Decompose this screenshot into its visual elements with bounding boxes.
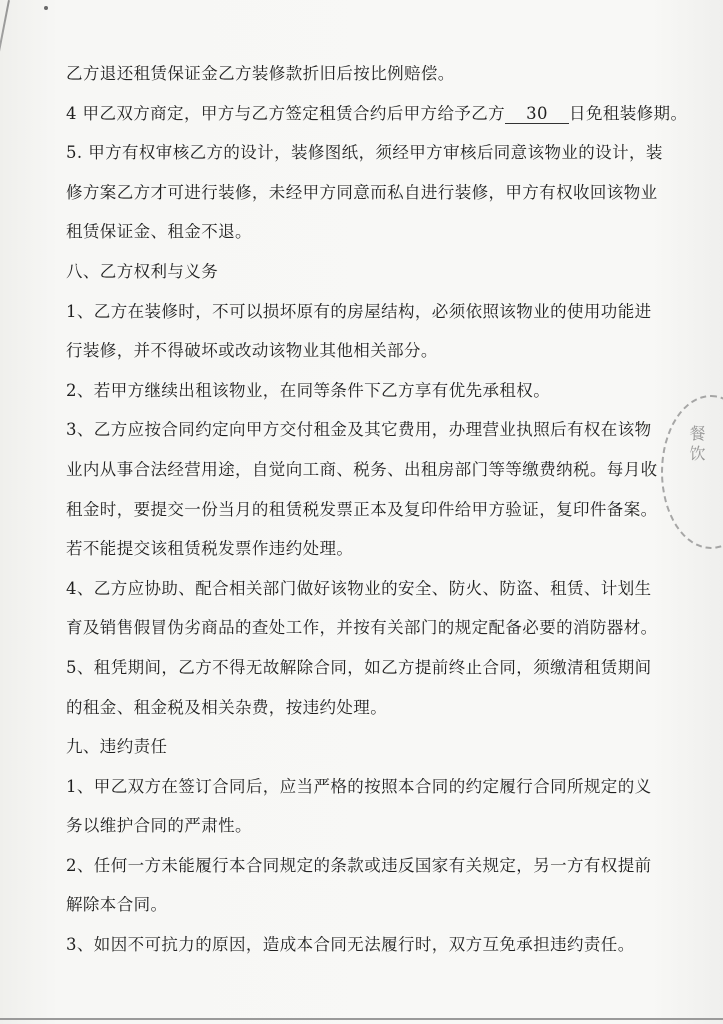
page-bottom-rule <box>0 1018 723 1020</box>
section8-item5-line-2: 的租金、租金税及相关杂费，按违约处理。 <box>66 697 388 717</box>
section9-item2-line-1: 2、任何一方未能履行本合同规定的条款或违反国家有关规定，另一方有权提前 <box>66 855 652 875</box>
section9-item1-line-2: 务以维护合同的严肃性。 <box>66 816 252 836</box>
section8-item1-line-2: 行装修，并不得破坏或改动该物业其他相关部分。 <box>66 341 438 361</box>
rent-free-days-blank: 30 <box>505 105 569 124</box>
section9-item2-line-2: 解除本合同。 <box>66 895 168 915</box>
clause7-item5-line-3: 租赁保证金、租金不退。 <box>66 222 252 242</box>
section8-item3-line-1: 3、乙方应按合同约定向甲方交付租金及其它费用，办理营业执照后有权在该物 <box>66 420 652 440</box>
clause7-item4 <box>66 94 686 134</box>
section8-item1-line-1: 1、乙方在装修时，不可以损坏原有的房屋结构，必须依照该物业的使用功能进 <box>66 301 652 321</box>
section8-heading: 八、乙方权利与义务 <box>66 261 219 281</box>
ink-dot <box>44 6 48 10</box>
contract-body <box>66 54 686 965</box>
section8-item3-line-2: 业内从事合法经营用途，自觉向工商、税务、出租房部门等等缴费纳税。每月收 <box>66 459 658 479</box>
section9-item1-line-1: 1、甲乙双方在签订合同后，应当严格的按照本合同的约定履行合同所规定的义 <box>66 776 652 796</box>
section8-item3-line-3: 租金时，要提交一份当月的租赁税发票正本及复印件给甲方验证，复印件备案。 <box>66 499 658 519</box>
clause7-item5-line-2: 修方案乙方才可进行装修，未经甲方同意而私自进行装修，甲方有权收回该物业 <box>66 182 658 202</box>
fold-line <box>0 0 10 207</box>
section9-item3-line-1: 3、如因不可抗力的原因，造成本合同无法履行时，双方互免承担违约责任。 <box>66 935 635 955</box>
section9-heading: 九、违约责任 <box>66 737 168 757</box>
seal-stamp-text: 餐饮 <box>687 425 706 465</box>
section8-item4-line-2: 育及销售假冒伪劣商品的查处工作，并按有关部门的规定配备必要的消防器材。 <box>66 618 658 638</box>
section8-item2-line-1: 2、若甲方继续出租该物业，在同等条件下乙方享有优先承租权。 <box>66 380 551 400</box>
clause7-item5-line-1: 5. 甲方有权审核乙方的设计，装修图纸，须经甲方审核后同意该物业的设计，装 <box>66 143 663 163</box>
clause7-item4-prefix: 4 甲乙双方商定，甲方与乙方签定租赁合约后甲方给予乙方 <box>66 103 506 123</box>
clause7-line-a: 乙方退还租赁保证金乙方装修款折旧后按比例赔偿。 <box>66 64 455 83</box>
section8-item4-line-1: 4、乙方应协助、配合相关部门做好该物业的安全、防火、防盗、租赁、计划生 <box>66 578 652 598</box>
section8-item5-line-1: 5、租凭期间，乙方不得无故解除合同，如乙方提前终止合同，须缴清租赁期间 <box>66 657 652 677</box>
clause7-item4-suffix: 日免租装修期。 <box>569 103 688 123</box>
section8-item3-line-4: 若不能提交该租赁税发票作违约处理。 <box>66 539 354 559</box>
